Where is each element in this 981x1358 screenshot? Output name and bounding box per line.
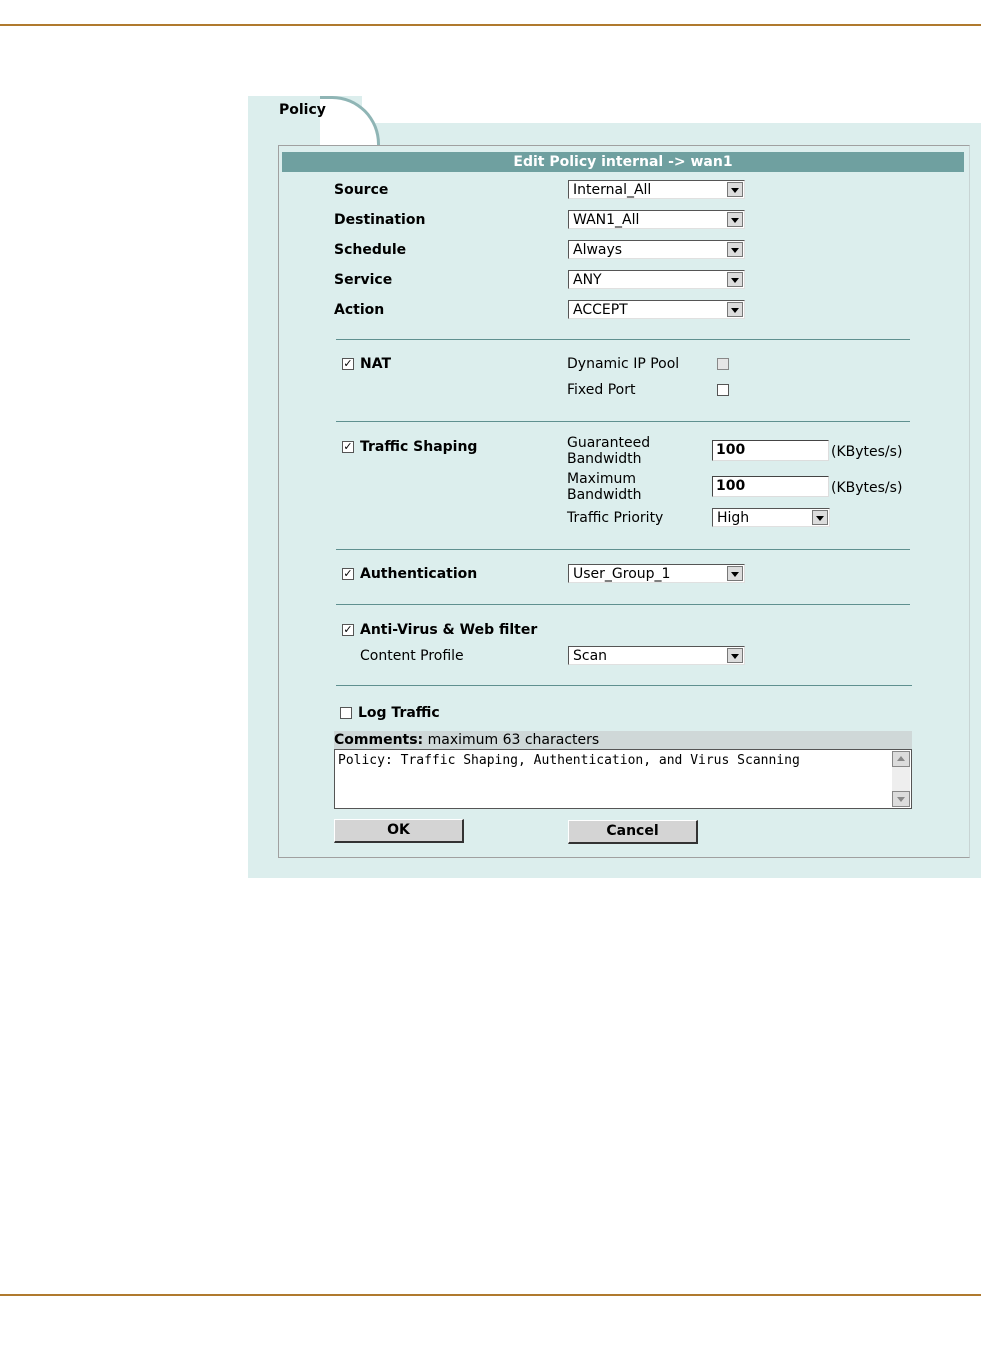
authentication-value: User_Group_1 bbox=[573, 566, 671, 582]
guaranteed-bandwidth-label: Guaranteed Bandwidth bbox=[567, 435, 651, 467]
maximum-bandwidth-label: Maximum Bandwidth bbox=[567, 471, 642, 503]
divider bbox=[336, 685, 912, 686]
authentication-checkbox[interactable]: ✓ bbox=[343, 567, 353, 580]
dynamic-ip-pool-checkbox[interactable] bbox=[717, 358, 729, 370]
divider bbox=[336, 604, 910, 605]
cancel-button[interactable]: Cancel bbox=[568, 820, 698, 844]
traffic-priority-value: High bbox=[717, 510, 750, 526]
content-profile-value: Scan bbox=[573, 648, 608, 664]
top-rule bbox=[0, 24, 981, 26]
chevron-down-icon[interactable] bbox=[727, 212, 743, 227]
source-label: Source bbox=[334, 182, 389, 198]
chevron-down-icon[interactable] bbox=[727, 242, 743, 257]
dynamic-ip-pool-label: Dynamic IP Pool bbox=[567, 356, 680, 372]
schedule-value: Always bbox=[573, 242, 623, 258]
nat-label: NAT bbox=[360, 356, 392, 372]
destination-label: Destination bbox=[334, 212, 426, 228]
maximum-bandwidth-input[interactable]: 100 bbox=[712, 476, 829, 497]
comments-header bbox=[334, 731, 912, 749]
antivirus-checkbox[interactable]: ✓ bbox=[343, 623, 353, 636]
traffic-priority-label: Traffic Priority bbox=[567, 510, 664, 526]
tab-curve bbox=[320, 96, 380, 152]
scroll-down-icon[interactable] bbox=[892, 791, 910, 807]
divider bbox=[336, 339, 910, 340]
comments-scrollbar[interactable] bbox=[892, 751, 910, 807]
divider bbox=[336, 549, 910, 550]
action-select[interactable] bbox=[568, 300, 745, 319]
source-value: Internal_All bbox=[573, 182, 652, 198]
chevron-down-icon[interactable] bbox=[727, 302, 743, 317]
source-select[interactable] bbox=[568, 180, 745, 199]
comments-textarea[interactable] bbox=[334, 749, 912, 809]
content-profile-label: Content Profile bbox=[360, 648, 464, 664]
content-profile-select[interactable] bbox=[568, 646, 745, 665]
chevron-down-icon[interactable] bbox=[727, 566, 743, 581]
comments-label: Comments: bbox=[334, 732, 424, 748]
guaranteed-bandwidth-input[interactable]: 100 bbox=[712, 440, 829, 461]
tab-label: Policy bbox=[279, 102, 326, 118]
authentication-label: Authentication bbox=[360, 566, 478, 582]
tab-policy[interactable] bbox=[248, 96, 362, 124]
action-label: Action bbox=[334, 302, 385, 318]
service-value: ANY bbox=[573, 272, 602, 288]
authentication-select[interactable] bbox=[568, 564, 745, 583]
scroll-up-icon[interactable] bbox=[892, 751, 910, 767]
ok-button[interactable]: OK bbox=[334, 819, 464, 843]
maximum-unit: (KBytes/s) bbox=[831, 480, 903, 496]
traffic-shaping-checkbox[interactable]: ✓ bbox=[343, 440, 353, 453]
fixed-port-label: Fixed Port bbox=[567, 382, 636, 398]
destination-select[interactable] bbox=[568, 210, 745, 229]
divider bbox=[336, 421, 910, 422]
bottom-rule bbox=[0, 1294, 981, 1296]
chevron-down-icon[interactable] bbox=[812, 510, 828, 525]
log-traffic-checkbox[interactable] bbox=[340, 707, 352, 719]
chevron-down-icon[interactable] bbox=[727, 182, 743, 197]
chevron-down-icon[interactable] bbox=[727, 272, 743, 287]
antivirus-label: Anti-Virus & Web filter bbox=[360, 622, 538, 638]
dialog-title: Edit Policy internal -> wan1 bbox=[282, 152, 964, 172]
fixed-port-checkbox[interactable] bbox=[717, 384, 729, 396]
schedule-select[interactable] bbox=[568, 240, 745, 259]
edit-policy-dialog bbox=[278, 145, 970, 858]
destination-value: WAN1_All bbox=[573, 212, 640, 228]
schedule-label: Schedule bbox=[334, 242, 407, 258]
comments-text: Policy: Traffic Shaping, Authentication, and Virus Scanning bbox=[338, 753, 800, 768]
service-label: Service bbox=[334, 272, 393, 288]
traffic-shaping-label: Traffic Shaping bbox=[360, 439, 478, 455]
log-traffic-label: Log Traffic bbox=[358, 705, 440, 721]
action-value: ACCEPT bbox=[573, 302, 628, 318]
traffic-priority-select[interactable] bbox=[712, 508, 830, 527]
guaranteed-unit: (KBytes/s) bbox=[831, 444, 903, 460]
comments-hint: maximum 63 characters bbox=[427, 732, 600, 748]
nat-checkbox[interactable]: ✓ bbox=[343, 357, 353, 370]
service-select[interactable] bbox=[568, 270, 745, 289]
chevron-down-icon[interactable] bbox=[727, 648, 743, 663]
